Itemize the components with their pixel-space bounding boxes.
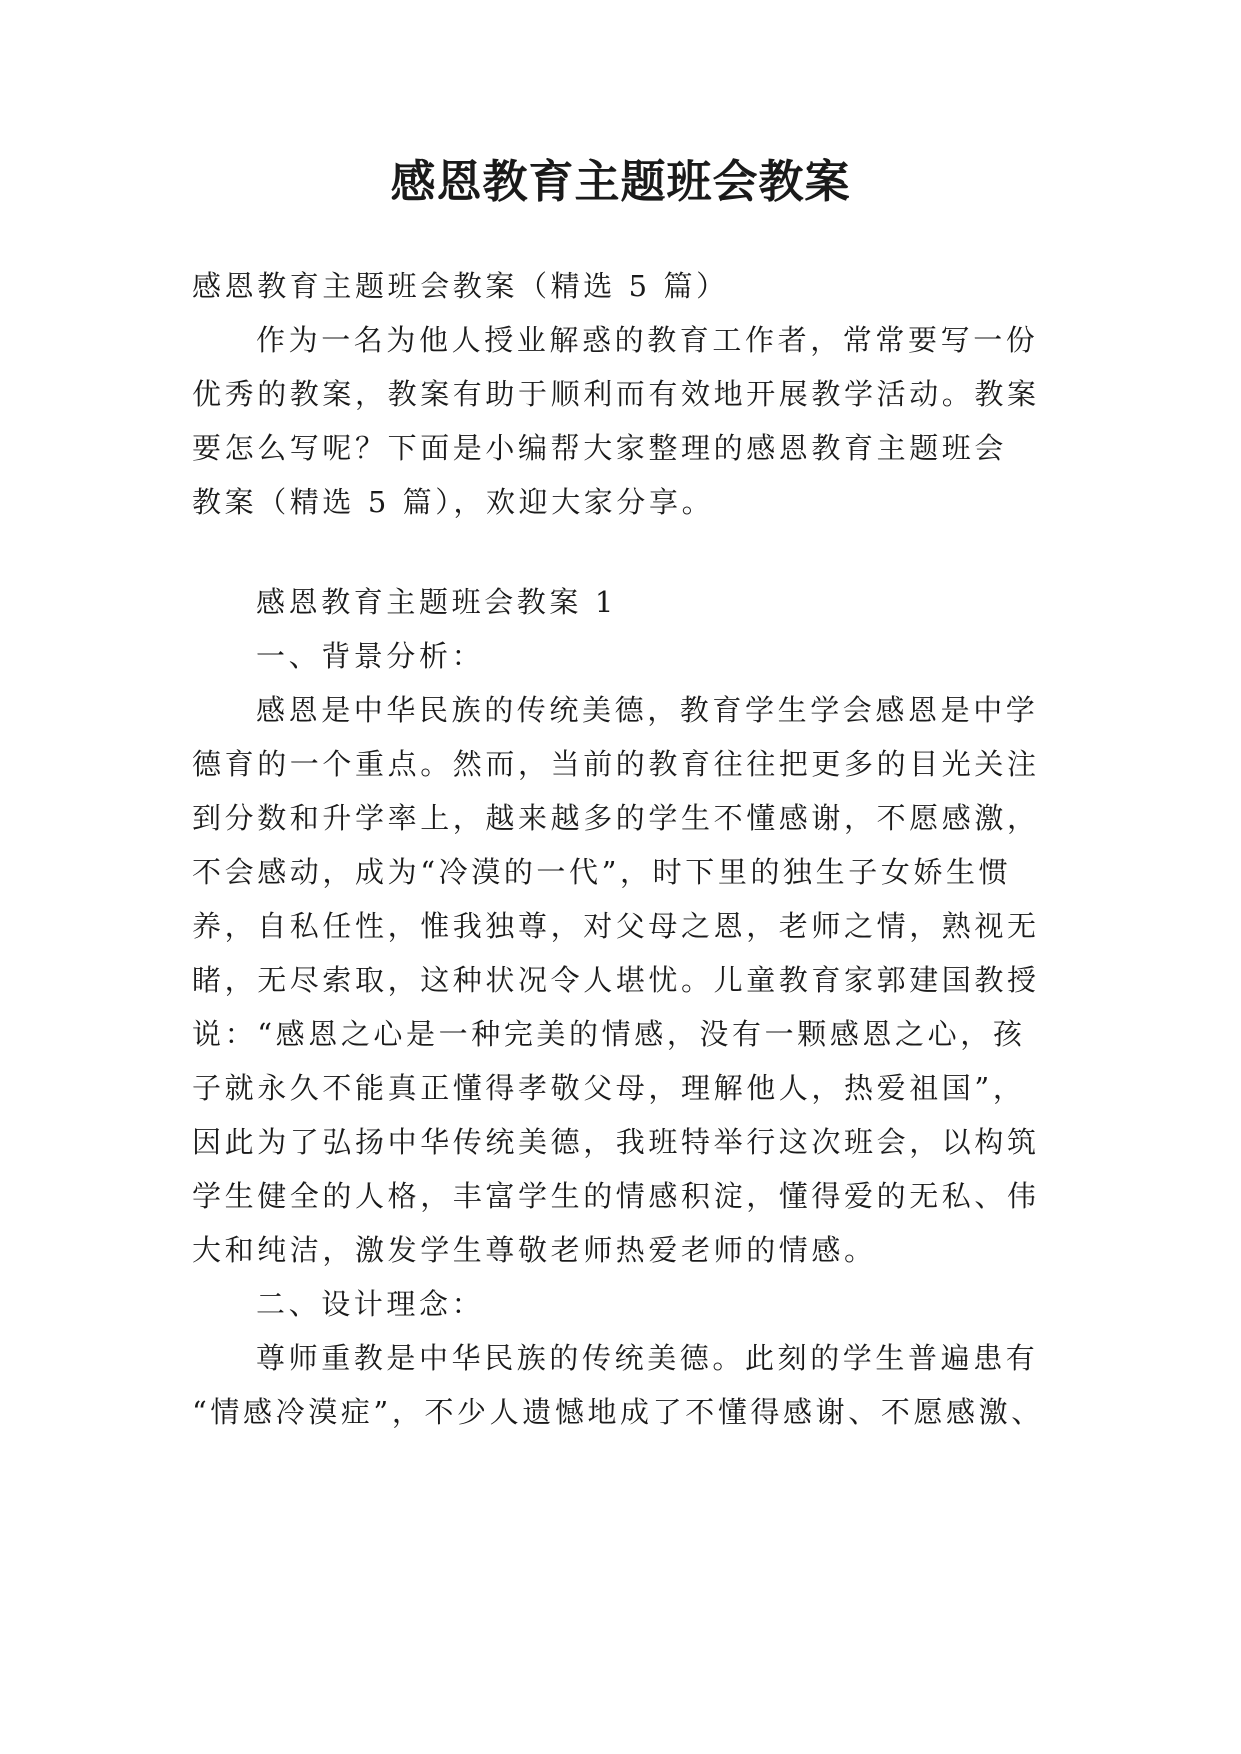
body-line: 到分数和升学率上，越来越多的学生不懂感谢，不愿感激， [192, 801, 1040, 835]
body-line: 睹，无尽索取，这种状况令人堪忧。儿童教育家郭建国教授 [192, 963, 1040, 997]
body-line: 感恩是中华民族的传统美德，教育学生学会感恩是中学 [256, 693, 1039, 727]
body-line: 子就永久不能真正懂得孝敬父母，理解他人，热爱祖国”， [192, 1071, 1026, 1105]
intro-line: 要怎么写呢？下面是小编帮大家整理的感恩教育主题班会 [192, 431, 1008, 465]
body-line: 说：“感恩之心是一种完美的情感，没有一颗感恩之心，孩 [192, 1017, 1026, 1051]
document-title: 感恩教育主题班会教案 [390, 155, 851, 208]
body-line: 大和纯洁，激发学生尊敬老师热爱老师的情感。 [192, 1233, 877, 1267]
body-line: 因此为了弘扬中华传统美德，我班特举行这次班会，以构筑 [192, 1125, 1040, 1159]
body-line: 不会感动，成为“冷漠的一代”，时下里的独生子女娇生惯 [192, 855, 1012, 889]
body-line: 尊师重教是中华民族的传统美德。此刻的学生普遍患有 [256, 1341, 1039, 1375]
body-line: 德育的一个重点。然而，当前的教育往往把更多的目光关注 [192, 747, 1040, 781]
section-title: 感恩教育主题班会教案 1 [256, 585, 617, 619]
body-line: 学生健全的人格，丰富学生的情感积淀，懂得爱的无私、伟 [192, 1179, 1040, 1213]
body-line: 养，自私任性，惟我独尊，对父母之恩，老师之情，熟视无 [192, 909, 1040, 943]
body-line: “情感冷漠症”，不少人遗憾地成了不懂得感谢、不愿感激、 [192, 1395, 1044, 1429]
intro-line: 教案（精选 5 篇），欢迎大家分享。 [192, 485, 715, 519]
intro-line: 作为一名为他人授业解惑的教育工作者，常常要写一份 [256, 323, 1039, 357]
section-heading: 一、背景分析： [256, 639, 485, 673]
document-subtitle: 感恩教育主题班会教案（精选 5 篇） [192, 269, 729, 303]
section-heading: 二、设计理念： [256, 1287, 485, 1321]
intro-line: 优秀的教案，教案有助于顺利而有效地开展教学活动。教案 [192, 377, 1040, 411]
